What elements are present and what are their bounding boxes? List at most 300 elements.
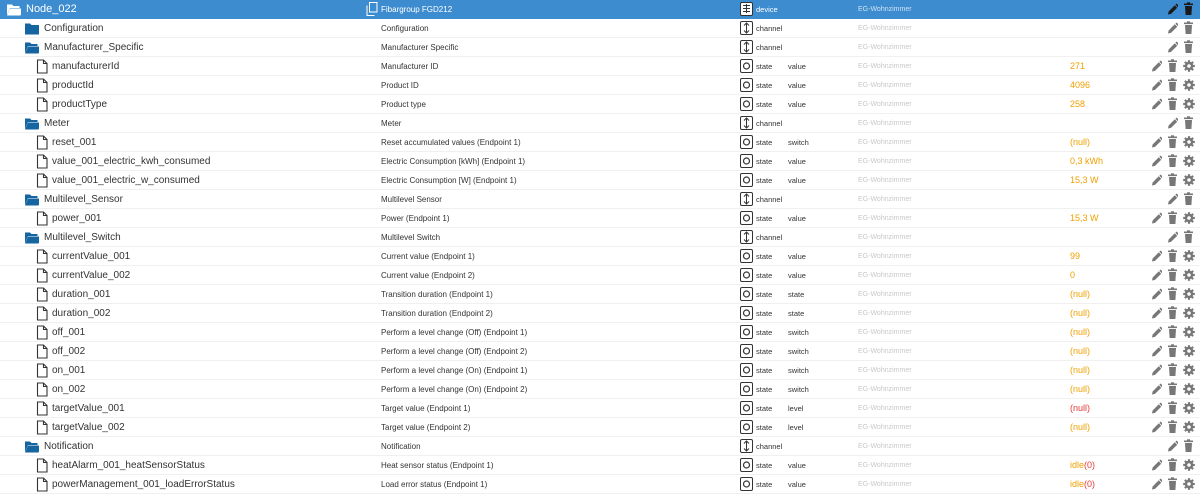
- state-type-icon: [740, 59, 753, 73]
- channel-type-icon: [740, 40, 753, 54]
- pencil-icon[interactable]: [1151, 78, 1162, 92]
- object-id: power_001: [52, 213, 102, 224]
- trash-icon[interactable]: [1167, 458, 1178, 472]
- object-value[interactable]: [1070, 171, 1150, 190]
- trash-icon[interactable]: [1167, 401, 1178, 415]
- pencil-icon[interactable]: [1151, 97, 1162, 111]
- trash-icon[interactable]: [1167, 306, 1178, 320]
- object-type: channel: [756, 233, 783, 242]
- trash-icon[interactable]: [1167, 249, 1178, 263]
- file-icon: [36, 420, 51, 435]
- row-actions: [1151, 135, 1194, 150]
- object-value[interactable]: [1070, 190, 1150, 209]
- object-type: state: [756, 214, 773, 223]
- gear-icon[interactable]: [1183, 382, 1194, 396]
- tree-row[interactable]: [0, 361, 1200, 380]
- pencil-icon[interactable]: [1167, 192, 1178, 206]
- file-icon: [36, 477, 51, 492]
- row-actions: [1151, 268, 1194, 283]
- tree-row[interactable]: [0, 209, 1200, 228]
- object-value[interactable]: [1070, 114, 1150, 133]
- object-id: productId: [52, 80, 94, 91]
- object-value[interactable]: [1070, 285, 1150, 304]
- row-actions: [1151, 211, 1194, 226]
- row-actions: [1167, 116, 1194, 131]
- trash-icon[interactable]: [1183, 230, 1194, 244]
- object-id: reset_001: [52, 137, 97, 148]
- pencil-icon[interactable]: [1151, 344, 1162, 358]
- tree-row[interactable]: [0, 304, 1200, 323]
- object-id: Meter: [44, 118, 70, 129]
- tree-row[interactable]: [0, 475, 1200, 494]
- value-raw: (0): [1084, 460, 1096, 470]
- file-icon: [36, 287, 51, 302]
- gear-icon[interactable]: [1183, 78, 1194, 92]
- trash-icon[interactable]: [1167, 154, 1178, 168]
- value-text: 4096: [1070, 80, 1091, 90]
- file-icon: [36, 401, 51, 416]
- object-name: Reset accumulated values (Endpoint 1): [381, 138, 521, 147]
- pencil-icon[interactable]: [1151, 325, 1162, 339]
- pencil-icon[interactable]: [1151, 249, 1162, 263]
- trash-icon[interactable]: [1167, 344, 1178, 358]
- value-text: idle: [1070, 460, 1085, 470]
- object-id: targetValue_002: [52, 422, 125, 433]
- tree-row[interactable]: [0, 456, 1200, 475]
- object-id: Multilevel_Sensor: [44, 194, 123, 205]
- trash-icon[interactable]: [1183, 40, 1194, 54]
- object-name: Target value (Endpoint 2): [381, 423, 471, 432]
- object-type: state: [756, 157, 773, 166]
- object-value[interactable]: [1070, 228, 1150, 247]
- object-type: state: [756, 423, 773, 432]
- object-id: duration_001: [52, 289, 111, 300]
- channel-type-icon: [740, 116, 753, 130]
- gear-icon[interactable]: [1183, 287, 1194, 301]
- pencil-icon[interactable]: [1151, 420, 1162, 434]
- object-room: EG-Wohnzimmer: [858, 6, 912, 13]
- object-type: state: [756, 100, 773, 109]
- object-name: Perform a level change (Off) (Endpoint 1): [381, 328, 528, 337]
- file-icon: [36, 211, 51, 226]
- object-value[interactable]: [1070, 95, 1150, 114]
- object-value[interactable]: [1070, 475, 1150, 494]
- gear-icon[interactable]: [1183, 363, 1194, 377]
- object-name: Product ID: [381, 81, 419, 90]
- object-name: Manufacturer Specific: [381, 43, 459, 52]
- gear-icon[interactable]: [1183, 211, 1194, 225]
- file-icon: [36, 249, 51, 264]
- object-type: state: [756, 176, 773, 185]
- tree-row[interactable]: [0, 171, 1200, 190]
- gear-icon[interactable]: [1183, 268, 1194, 282]
- file-icon: [36, 135, 51, 150]
- row-actions: [1151, 78, 1194, 93]
- trash-icon[interactable]: [1167, 97, 1178, 111]
- object-name: Notification: [381, 442, 421, 451]
- trash-icon[interactable]: [1167, 135, 1178, 149]
- value-text: (null): [1070, 422, 1091, 432]
- object-room: EG-Wohnzimmer: [858, 158, 912, 165]
- state-type-icon: [740, 211, 753, 225]
- state-type-icon: [740, 268, 753, 282]
- state-type-icon: [740, 173, 753, 187]
- object-value[interactable]: [1070, 247, 1150, 266]
- channel-type-icon: [740, 439, 753, 453]
- object-type: channel: [756, 195, 783, 204]
- object-role: value: [788, 176, 806, 185]
- file-icon: [36, 458, 51, 473]
- state-type-icon: [740, 458, 753, 472]
- gear-icon[interactable]: [1183, 135, 1194, 149]
- tree-row[interactable]: [0, 19, 1200, 38]
- value-text: (null): [1070, 365, 1091, 375]
- row-actions: [1151, 477, 1194, 492]
- object-id: value_001_electric_kwh_consumed: [52, 156, 211, 167]
- pencil-icon[interactable]: [1151, 154, 1162, 168]
- trash-icon[interactable]: [1167, 287, 1178, 301]
- object-id: Manufacturer_Specific: [44, 42, 144, 53]
- row-actions: [1151, 420, 1194, 435]
- object-room: EG-Wohnzimmer: [858, 253, 912, 260]
- object-id: heatAlarm_001_heatSensorStatus: [52, 460, 205, 471]
- pencil-icon[interactable]: [1151, 477, 1162, 491]
- file-icon: [36, 59, 51, 74]
- object-name: Transition duration (Endpoint 1): [381, 290, 493, 299]
- folder-open-icon: [24, 40, 39, 55]
- object-value[interactable]: [1070, 304, 1150, 323]
- folder-open-icon: [24, 230, 39, 245]
- folder-closed-icon: [24, 21, 39, 36]
- tree-row[interactable]: [0, 0, 1200, 19]
- tree-row[interactable]: [0, 228, 1200, 247]
- object-value[interactable]: [1070, 19, 1150, 38]
- folder-open-icon: [24, 439, 39, 454]
- object-name: Perform a level change (On) (Endpoint 2): [381, 385, 528, 394]
- state-type-icon: [740, 97, 753, 111]
- object-value[interactable]: [1070, 76, 1150, 95]
- trash-icon[interactable]: [1183, 21, 1194, 35]
- pencil-icon[interactable]: [1151, 287, 1162, 301]
- gear-icon[interactable]: [1183, 173, 1194, 187]
- trash-icon[interactable]: [1167, 211, 1178, 225]
- row-actions: [1151, 458, 1194, 473]
- object-room: EG-Wohnzimmer: [858, 177, 912, 184]
- pencil-icon[interactable]: [1167, 2, 1178, 16]
- object-role: switch: [788, 347, 809, 356]
- object-name: Heat sensor status (Endpoint 1): [381, 461, 494, 470]
- device-type-icon: [740, 2, 753, 16]
- file-icon: [36, 78, 51, 93]
- gear-icon[interactable]: [1183, 458, 1194, 472]
- gear-icon[interactable]: [1183, 97, 1194, 111]
- tree-row[interactable]: [0, 152, 1200, 171]
- trash-icon[interactable]: [1183, 116, 1194, 130]
- value-text: 271: [1070, 61, 1086, 71]
- object-id: currentValue_002: [52, 270, 131, 281]
- pencil-icon[interactable]: [1167, 116, 1178, 130]
- object-name: Fibargroup FGD212: [381, 5, 453, 14]
- trash-icon[interactable]: [1167, 382, 1178, 396]
- trash-icon[interactable]: [1167, 173, 1178, 187]
- row-actions: [1167, 192, 1194, 207]
- gear-icon[interactable]: [1183, 420, 1194, 434]
- file-icon: [36, 97, 51, 112]
- state-type-icon: [740, 382, 753, 396]
- object-room: EG-Wohnzimmer: [858, 82, 912, 89]
- row-actions: [1151, 154, 1194, 169]
- trash-icon[interactable]: [1167, 59, 1178, 73]
- tree-row[interactable]: [0, 95, 1200, 114]
- object-room: EG-Wohnzimmer: [858, 405, 912, 412]
- object-room: EG-Wohnzimmer: [858, 462, 912, 469]
- object-id: powerManagement_001_loadErrorStatus: [52, 479, 235, 490]
- channel-type-icon: [740, 192, 753, 206]
- tree-row[interactable]: [0, 133, 1200, 152]
- pencil-icon[interactable]: [1151, 306, 1162, 320]
- object-value[interactable]: [1070, 209, 1150, 228]
- tree-row[interactable]: [0, 190, 1200, 209]
- tree-row[interactable]: [0, 114, 1200, 133]
- object-role: state: [788, 290, 805, 299]
- object-id: Multilevel_Switch: [44, 232, 121, 243]
- object-id: on_001: [52, 365, 86, 376]
- object-room: EG-Wohnzimmer: [858, 386, 912, 393]
- gear-icon[interactable]: [1183, 401, 1194, 415]
- tree-row[interactable]: [0, 76, 1200, 95]
- value-text: (null): [1070, 403, 1091, 413]
- object-type: state: [756, 309, 773, 318]
- tree-row[interactable]: [0, 57, 1200, 76]
- object-role: value: [788, 480, 806, 489]
- trash-icon[interactable]: [1167, 78, 1178, 92]
- row-actions: [1151, 344, 1194, 359]
- object-room: EG-Wohnzimmer: [858, 63, 912, 70]
- tree-row[interactable]: [0, 38, 1200, 57]
- tree-row[interactable]: [0, 247, 1200, 266]
- tree-row[interactable]: [0, 323, 1200, 342]
- object-role: value: [788, 100, 806, 109]
- file-icon: [36, 306, 51, 321]
- state-type-icon: [740, 344, 753, 358]
- pencil-icon[interactable]: [1151, 363, 1162, 377]
- tree-row[interactable]: [0, 437, 1200, 456]
- object-name: Configuration: [381, 24, 429, 33]
- object-role: value: [788, 62, 806, 71]
- gear-icon[interactable]: [1183, 325, 1194, 339]
- object-id: manufacturerId: [52, 61, 120, 72]
- row-actions: [1151, 325, 1194, 340]
- object-name: Multilevel Switch: [381, 233, 441, 242]
- tree-row[interactable]: [0, 380, 1200, 399]
- value-text: 258: [1070, 99, 1086, 109]
- object-type: state: [756, 404, 773, 413]
- object-id: value_001_electric_w_consumed: [52, 175, 200, 186]
- row-actions: [1167, 439, 1194, 454]
- object-value[interactable]: [1070, 38, 1150, 57]
- object-type: state: [756, 347, 773, 356]
- value-text: 0: [1070, 270, 1076, 280]
- object-name: Perform a level change (Off) (Endpoint 2): [381, 347, 528, 356]
- object-name: Current value (Endpoint 2): [381, 271, 475, 280]
- object-room: EG-Wohnzimmer: [858, 348, 912, 355]
- tree-row[interactable]: [0, 285, 1200, 304]
- state-type-icon: [740, 420, 753, 434]
- pencil-icon[interactable]: [1167, 230, 1178, 244]
- state-type-icon: [740, 249, 753, 263]
- object-value[interactable]: [1070, 152, 1150, 171]
- object-value[interactable]: [1070, 266, 1150, 285]
- gear-icon[interactable]: [1183, 59, 1194, 73]
- object-value[interactable]: [1070, 323, 1150, 342]
- pencil-icon[interactable]: [1151, 59, 1162, 73]
- trash-icon[interactable]: [1167, 477, 1178, 491]
- object-name: Transition duration (Endpoint 2): [381, 309, 493, 318]
- tree-row[interactable]: [0, 342, 1200, 361]
- object-value[interactable]: [1070, 0, 1150, 19]
- object-id: Notification: [44, 441, 94, 452]
- object-type: device: [756, 5, 778, 14]
- tree-row[interactable]: [0, 418, 1200, 437]
- value-text: (null): [1070, 289, 1091, 299]
- object-id: Node_022: [26, 3, 77, 15]
- object-name: Power (Endpoint 1): [381, 214, 450, 223]
- object-value[interactable]: [1070, 418, 1150, 437]
- gear-icon[interactable]: [1183, 306, 1194, 320]
- object-type: state: [756, 62, 773, 71]
- state-type-icon: [740, 363, 753, 377]
- pencil-icon[interactable]: [1151, 382, 1162, 396]
- object-value[interactable]: [1070, 133, 1150, 152]
- gear-icon[interactable]: [1183, 344, 1194, 358]
- object-type: state: [756, 480, 773, 489]
- trash-icon[interactable]: [1167, 363, 1178, 377]
- gear-icon[interactable]: [1183, 154, 1194, 168]
- row-actions: [1151, 173, 1194, 188]
- file-icon: [36, 363, 51, 378]
- object-value[interactable]: [1070, 57, 1150, 76]
- state-type-icon: [740, 154, 753, 168]
- gear-icon[interactable]: [1183, 477, 1194, 491]
- object-value[interactable]: [1070, 437, 1150, 456]
- state-type-icon: [740, 401, 753, 415]
- object-name: Electric Consumption [W] (Endpoint 1): [381, 176, 517, 185]
- pencil-icon[interactable]: [1151, 268, 1162, 282]
- object-role: value: [788, 81, 806, 90]
- value-raw: (0): [1084, 479, 1096, 489]
- row-actions: [1151, 382, 1194, 397]
- trash-icon[interactable]: [1167, 268, 1178, 282]
- trash-icon[interactable]: [1167, 420, 1178, 434]
- state-type-icon: [740, 135, 753, 149]
- file-icon: [36, 173, 51, 188]
- object-type: channel: [756, 442, 783, 451]
- trash-icon[interactable]: [1183, 439, 1194, 453]
- object-id: on_002: [52, 384, 86, 395]
- pencil-icon[interactable]: [1151, 458, 1162, 472]
- object-room: EG-Wohnzimmer: [858, 101, 912, 108]
- folder-open-icon: [24, 116, 39, 131]
- object-id: off_001: [52, 327, 86, 338]
- state-type-icon: [740, 325, 753, 339]
- value-text: 99: [1070, 251, 1081, 261]
- row-actions: [1151, 401, 1194, 416]
- value-text: (null): [1070, 327, 1091, 337]
- copy-icon[interactable]: [366, 2, 381, 17]
- value-text: idle: [1070, 479, 1085, 489]
- folder-open-icon: [6, 2, 21, 17]
- row-actions: [1151, 97, 1194, 112]
- state-type-icon: [740, 287, 753, 301]
- object-type: state: [756, 385, 773, 394]
- object-role: value: [788, 214, 806, 223]
- file-icon: [36, 154, 51, 169]
- trash-icon[interactable]: [1167, 325, 1178, 339]
- object-name: Product type: [381, 100, 426, 109]
- object-value[interactable]: [1070, 361, 1150, 380]
- tree-row[interactable]: [0, 266, 1200, 285]
- row-actions: [1151, 287, 1194, 302]
- pencil-icon[interactable]: [1151, 401, 1162, 415]
- object-room: EG-Wohnzimmer: [858, 310, 912, 317]
- object-id: currentValue_001: [52, 251, 131, 262]
- pencil-icon[interactable]: [1151, 135, 1162, 149]
- trash-icon[interactable]: [1183, 192, 1194, 206]
- trash-icon[interactable]: [1183, 2, 1194, 16]
- object-room: EG-Wohnzimmer: [858, 329, 912, 336]
- object-name: Meter: [381, 119, 402, 128]
- pencil-icon[interactable]: [1151, 173, 1162, 187]
- object-name: Target value (Endpoint 1): [381, 404, 471, 413]
- pencil-icon[interactable]: [1151, 211, 1162, 225]
- value-text: 15,3 W: [1070, 213, 1099, 223]
- row-actions: [1151, 306, 1194, 321]
- value-text: (null): [1070, 346, 1091, 356]
- channel-type-icon: [740, 230, 753, 244]
- object-value[interactable]: [1070, 342, 1150, 361]
- object-type: channel: [756, 24, 783, 33]
- object-name: Perform a level change (On) (Endpoint 1): [381, 366, 528, 375]
- object-value[interactable]: [1070, 380, 1150, 399]
- object-role: state: [788, 309, 805, 318]
- pencil-icon[interactable]: [1167, 40, 1178, 54]
- object-role: level: [788, 423, 804, 432]
- object-room: EG-Wohnzimmer: [858, 367, 912, 374]
- tree-row[interactable]: [0, 399, 1200, 418]
- gear-icon[interactable]: [1183, 249, 1194, 263]
- file-icon: [36, 344, 51, 359]
- object-role: switch: [788, 138, 809, 147]
- row-actions: [1151, 249, 1194, 264]
- state-type-icon: [740, 477, 753, 491]
- value-text: (null): [1070, 137, 1091, 147]
- object-room: EG-Wohnzimmer: [858, 272, 912, 279]
- object-role: level: [788, 404, 804, 413]
- object-name: Electric Consumption [kWh] (Endpoint 1): [381, 157, 526, 166]
- object-room: EG-Wohnzimmer: [858, 291, 912, 298]
- pencil-icon[interactable]: [1167, 439, 1178, 453]
- object-role: value: [788, 252, 806, 261]
- object-value[interactable]: [1070, 399, 1150, 418]
- pencil-icon[interactable]: [1167, 21, 1178, 35]
- value-text: (null): [1070, 308, 1091, 318]
- object-type: state: [756, 252, 773, 261]
- object-role: switch: [788, 366, 809, 375]
- object-value[interactable]: [1070, 456, 1150, 475]
- object-name: Multilevel Sensor: [381, 195, 442, 204]
- object-room: EG-Wohnzimmer: [858, 139, 912, 146]
- state-type-icon: [740, 78, 753, 92]
